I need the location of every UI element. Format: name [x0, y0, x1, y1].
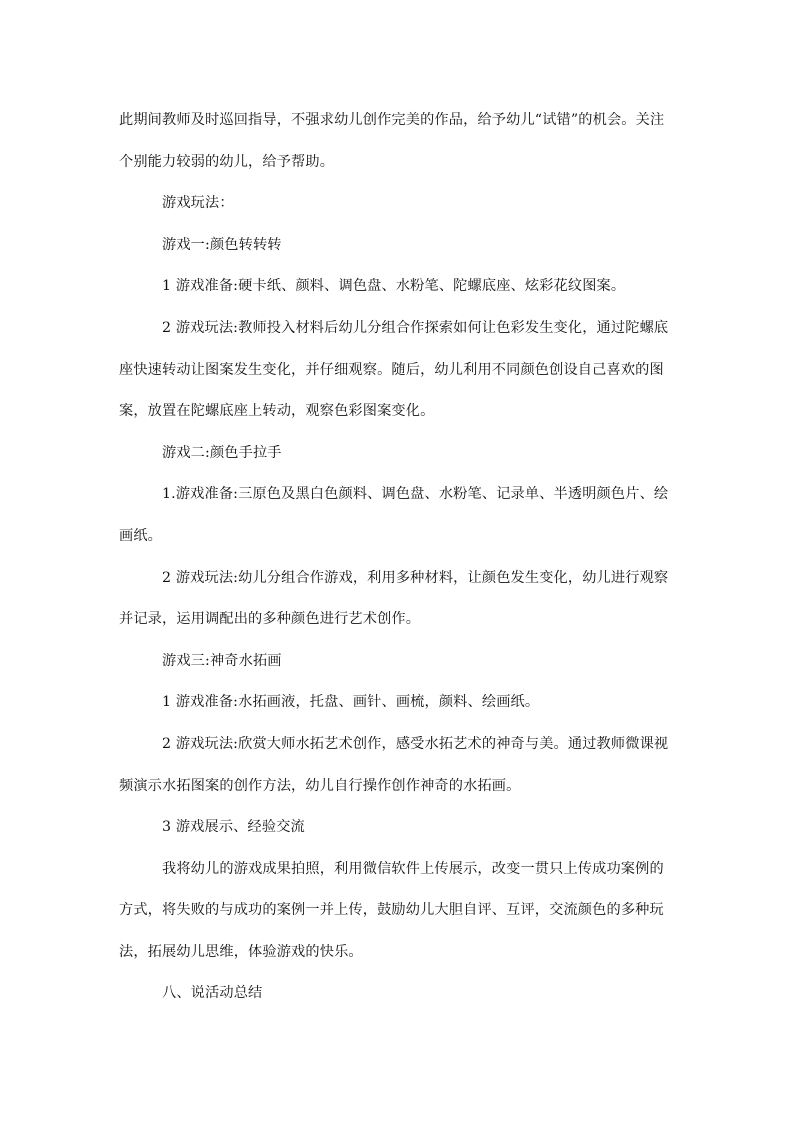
- text-line: 2 游戏玩法:教师投入材料后幼儿分组合作探索如何让色彩发生变化，通过陀螺底: [162, 319, 669, 336]
- text-line: 个别能力较弱的幼儿，给予帮助。: [119, 153, 335, 170]
- text-line: 法，拓展幼儿思维，体验游戏的快乐。: [119, 943, 363, 960]
- text-line: 1 游戏准备:水拓画液，托盘、画针、画梳，颜料、绘画纸。: [162, 694, 540, 711]
- text-line: 我将幼儿的游戏成果拍照，利用微信软件上传展示，改变一贯只上传成功案例的: [162, 860, 664, 877]
- text-line: 并记录，运用调配出的多种颜色进行艺术创作。: [119, 611, 421, 628]
- text-line: 八、说活动总结: [162, 985, 263, 1002]
- text-line: 1.游戏准备:三原色及黑白色颜料、调色盘、水粉笔、记录单、半透明颜色片、绘: [162, 486, 669, 503]
- document-body: [119, 100, 675, 1015]
- text-line: 画纸。: [119, 527, 163, 544]
- text-line: 1 游戏准备:硬卡纸、颜料、调色盘、水粉笔、陀螺底座、炫彩花纹图案。: [162, 278, 626, 295]
- text-line: 游戏二:颜色手拉手: [162, 444, 282, 461]
- text-line: 频演示水拓图案的创作方法，幼儿自行操作创作神奇的水拓画。: [119, 777, 521, 794]
- text-line: 游戏一:颜色转转转: [162, 236, 282, 253]
- text-line: 游戏三:神奇水拓画: [162, 652, 282, 669]
- text-line: 游戏玩法：: [162, 195, 234, 212]
- text-line: 案，放置在陀螺底座上转动，观察色彩图案变化。: [119, 403, 435, 420]
- text-line: 3 游戏展示、经验交流: [162, 819, 305, 836]
- text-line: 座快速转动让图案发生变化，并仔细观察。随后，幼儿利用不同颜色创设自己喜欢的图: [119, 361, 664, 378]
- text-line: 2 游戏玩法:幼儿分组合作游戏，利用多种材料，让颜色发生变化，幼儿进行观察: [162, 569, 669, 586]
- text-line: 方式，将失败的与成功的案例一并上传，鼓励幼儿大胆自评、互评，交流颜色的多种玩: [119, 902, 664, 919]
- text-line: 此期间教师及时巡回指导，不强求幼儿创作完美的作品，给予幼儿“试错”的机会。关注: [119, 112, 665, 128]
- text-line: 2 游戏玩法:欣赏大师水拓艺术创作，感受水拓艺术的神奇与美。通过教师微课视: [162, 735, 669, 752]
